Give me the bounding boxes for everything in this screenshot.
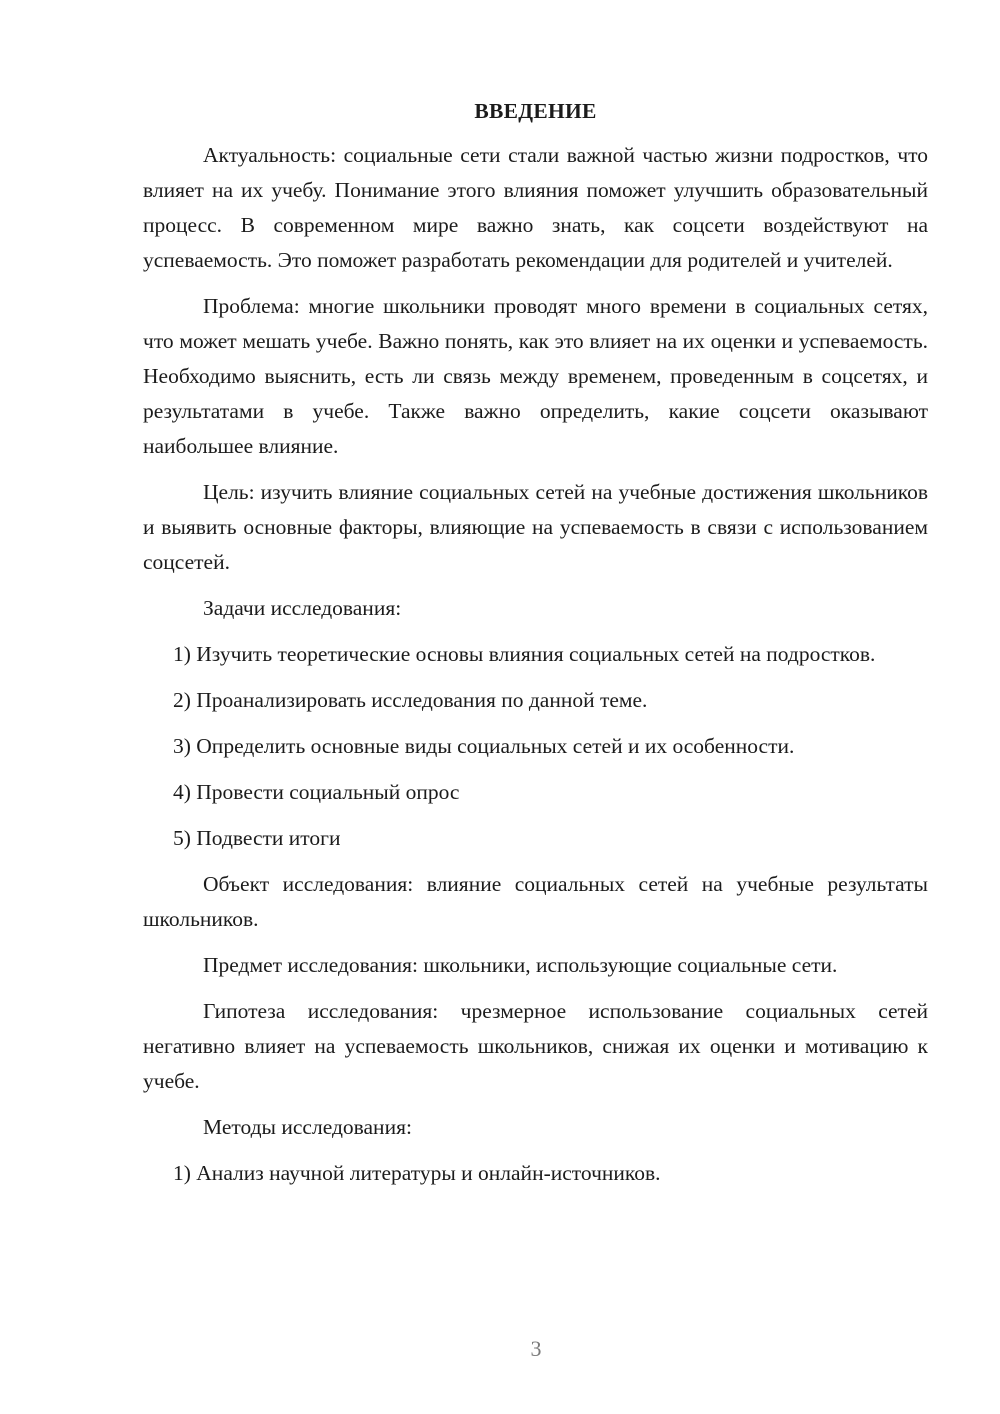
object-paragraph: Объект исследования: влияние социальных сетей на учебные результаты школьников.	[143, 872, 928, 931]
task-item-5: 5) Подвести итоги	[173, 826, 341, 850]
section-title: ВВЕДЕНИЕ	[474, 99, 597, 123]
task-item-1: 1) Изучить теоретические основы влияния социальных сетей на подростков.	[173, 642, 876, 666]
page-content	[143, 96, 928, 1202]
task-item-2: 2) Проанализировать исследования по данной теме.	[173, 688, 648, 712]
goal-paragraph: Цель: изучить влияние социальных сетей на учебные достижения школьников и выявить основные факторы, влияющие на успеваемость в связи с использованием соцсетей.	[143, 480, 928, 574]
methods-heading: Методы исследования:	[203, 1115, 412, 1139]
tasks-heading: Задачи исследования:	[203, 596, 402, 620]
page-number: 3	[530, 1336, 542, 1361]
task-item-4: 4) Провести социальный опрос	[173, 780, 460, 804]
hypothesis-paragraph: Гипотеза исследования: чрезмерное использование социальных сетей негативно влияет на успеваемость школьников, снижая их оценки и мотивацию к учебе.	[143, 999, 928, 1093]
task-item-3: 3) Определить основные виды социальных сетей и их особенности.	[173, 734, 795, 758]
method-item-1: 1) Анализ научной литературы и онлайн-источников.	[173, 1161, 661, 1185]
problem-paragraph: Проблема: многие школьники проводят много времени в социальных сетях, что может мешать учебе. Важно понять, как это влияет на их оценки и успеваемость. Необходимо выяснить, есть ли связь между временем, проведенным в соцсетях, и результатами в учебе. Также важно определить, какие соцсети оказывают наибольшее влияние.	[143, 294, 928, 458]
relevance-paragraph: Актуальность: социальные сети стали важной частью жизни подростков, что влияет на их учебу. Понимание этого влияния поможет улучшить образовательный процесс. В современном мире важно знать, как соцсети воздействуют на успеваемость. Это поможет разработать рекомендации для родителей и учителей.	[143, 143, 928, 272]
subject-paragraph: Предмет исследования: школьники, использующие социальные сети.	[203, 953, 838, 977]
